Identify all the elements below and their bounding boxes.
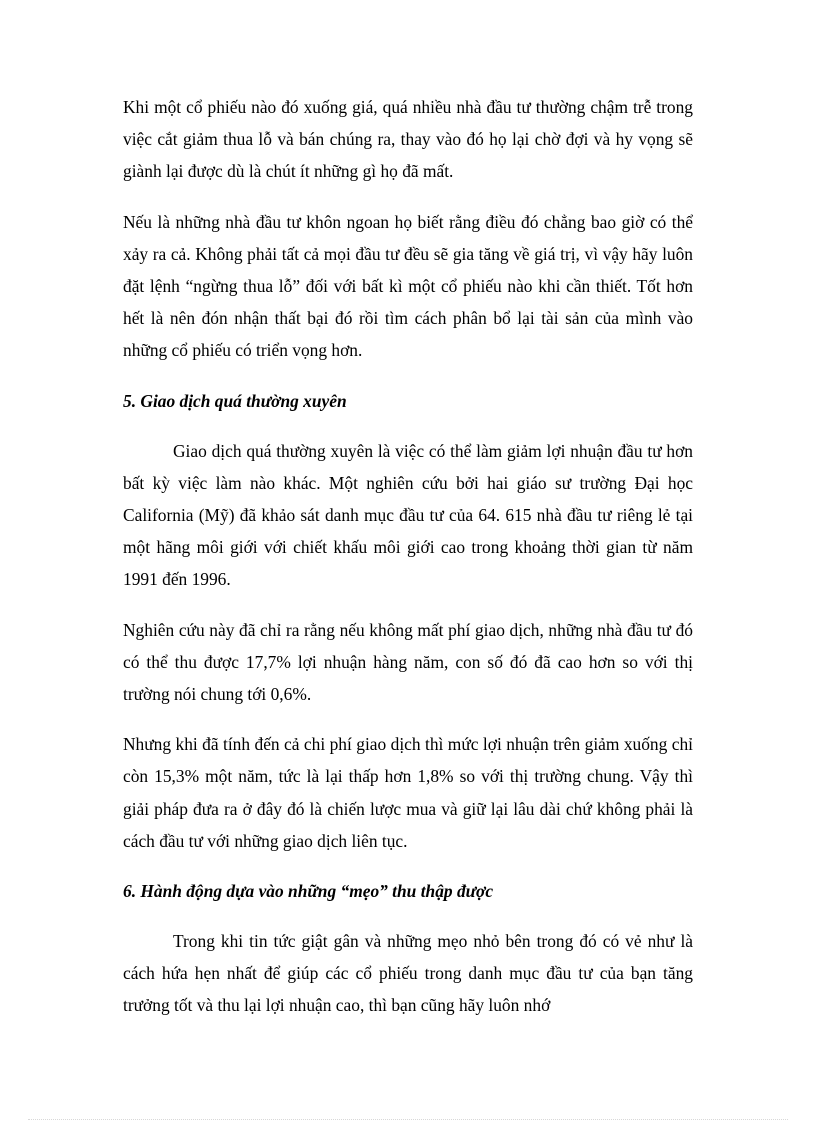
document-page — [123, 91, 693, 1040]
page-bottom-divider — [28, 1119, 788, 1120]
paragraph-tips: Trong khi tin tức giật gân và những mẹo nhỏ bên trong đó có vẻ như là cách hứa hẹn nhất để giúp các cổ phiếu trong danh mục đầu tư của bạn tăng trưởng tốt và thu lại lợi nhuận cao, thì bạn cũng hãy luôn nhớ — [123, 931, 693, 1016]
paragraph-stop-loss: Nếu là những nhà đầu tư khôn ngoan họ biết rằng điều đó chẳng bao giờ có thể xảy ra cả. Không phải tất cả mọi đầu tư đều sẽ gia tăng về giá trị, vì vậy hãy luôn đặt lệnh “ngừng thua lỗ” đối với bất kì một cổ phiếu nào khi cần thiết. Tốt hơn hết là nên đón nhận thất bại đó rồi tìm cách phân bổ lại tài sản của mình vào những cổ phiếu có triển vọng hơn. — [123, 211, 693, 361]
section-6-heading: 6. Hành động dựa vào những “mẹo” thu thập được — [123, 881, 494, 902]
paragraph-transaction-costs: Nhưng khi đã tính đến cả chi phí giao dịch thì mức lợi nhuận trên giảm xuống chỉ còn 15,3% một năm, tức là lại thấp hơn 1,8% so với thị trường chung. Vậy thì giải pháp đưa ra ở đây đó là chiến lược mua và giữ lại lâu dài chứ không phải là cách đầu tư với những giao dịch liên tục. — [123, 734, 693, 851]
paragraph-frequent-trading: Giao dịch quá thường xuyên là việc có thể làm giảm lợi nhuận đầu tư hơn bất kỳ việc làm nào khác. Một nghiên cứu bởi hai giáo sư trường Đại học California (Mỹ) đã khảo sát danh mục đầu tư của 64. 615 nhà đầu tư riêng lẻ tại một hãng môi giới với chiết khấu môi giới cao trong khoảng thời gian từ năm 1991 đến 1996. — [123, 440, 693, 590]
paragraph-study-result: Nghiên cứu này đã chỉ ra rằng nếu không mất phí giao dịch, những nhà đầu tư đó có thể thu được 17,7% lợi nhuận hàng năm, con số đó đã cao hơn so với thị trường nói chung tới 0,6%. — [123, 619, 693, 705]
section-5-heading: 5. Giao dịch quá thường xuyên — [123, 390, 347, 411]
paragraph-cut-losses: Khi một cổ phiếu nào đó xuống giá, quá nhiều nhà đầu tư thường chậm trễ trong việc cắt giảm thua lỗ và bán chúng ra, thay vào đó họ lại chờ đợi và hy vọng sẽ giành lại được dù là chút ít những gì họ đã mất. — [123, 97, 693, 182]
